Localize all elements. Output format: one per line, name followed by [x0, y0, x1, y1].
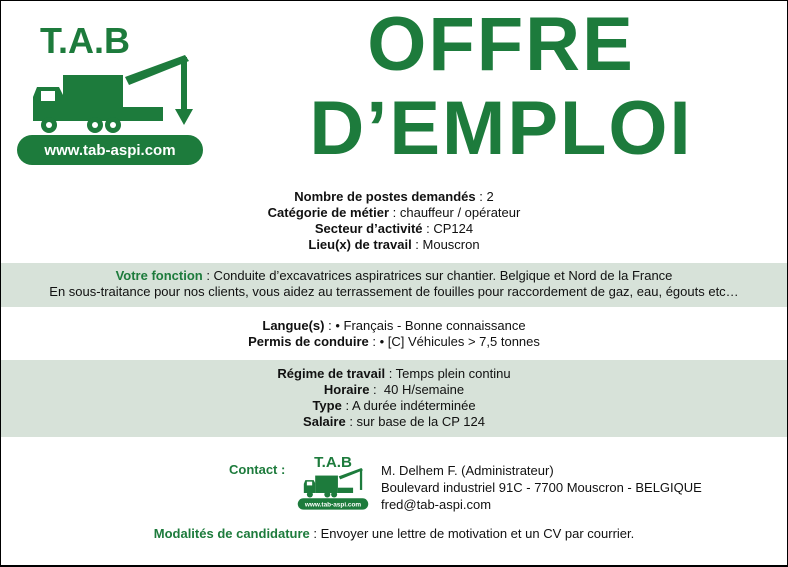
contact-name: M. Delhem F. (Administrateur): [381, 463, 554, 478]
categorie-row: Catégorie de métier : chauffeur / opérateur: [267, 205, 521, 220]
truck-icon: [304, 468, 363, 498]
regime-row: Régime de travail : Temps plein continu: [277, 366, 511, 381]
contact-address: Boulevard industriel 91C - 7700 Mouscron - BELGIQUE: [381, 480, 702, 495]
conditions-band: [1, 360, 787, 437]
contact-label: Contact :: [229, 462, 286, 477]
tab-logo-small: [297, 453, 369, 511]
skills: [1, 318, 787, 350]
fonction-band: [1, 263, 787, 307]
fonction-row: Votre fonction : Conduite d’excavatrices aspiratrices sur chantier. Belgique et Nord de la France: [115, 268, 673, 283]
headline-line2: D’EMPLOI: [309, 86, 693, 171]
contact-email[interactable]: fred@tab-aspi.com: [381, 497, 492, 512]
permis-row: Permis de conduire : • [C] Véhicules > 7,5 tonnes: [248, 334, 540, 349]
logo-url: www.tab-aspi.com: [44, 142, 176, 159]
type-row: Type : A durée indéterminée: [312, 398, 476, 413]
salaire-row: Salaire : sur base de la CP 124: [303, 414, 485, 429]
headline-line1: OFFRE: [367, 2, 635, 87]
headline: [231, 3, 771, 171]
lieu-row: Lieu(x) de travail : Mouscron: [308, 237, 480, 252]
postes-row: Nombre de postes demandés : 2: [294, 189, 494, 204]
logo-name: T.A.B: [40, 20, 130, 61]
horaire-row: Horaire : 40 H/semaine: [323, 382, 465, 397]
contact-details: [381, 462, 702, 513]
fonction-description: En sous-traitance pour nos clients, vous aidez au terrassement de fouilles pour raccordement de gaz, eau, égouts etc…: [49, 284, 739, 299]
secteur-row: Secteur d’activité : CP124: [314, 221, 474, 236]
tab-logo: [15, 17, 205, 167]
truck-icon: [33, 55, 193, 133]
candidature-row: Modalités de candidature : Envoyer une lettre de motivation et un CV par courrier.: [153, 526, 635, 541]
langues-row: Langue(s) : • Français - Bonne connaissance: [262, 318, 526, 333]
job-details: [1, 189, 787, 253]
svg-text:T.A.B: T.A.B: [314, 454, 352, 472]
svg-text:www.tab-aspi.com: www.tab-aspi.com: [304, 501, 362, 509]
